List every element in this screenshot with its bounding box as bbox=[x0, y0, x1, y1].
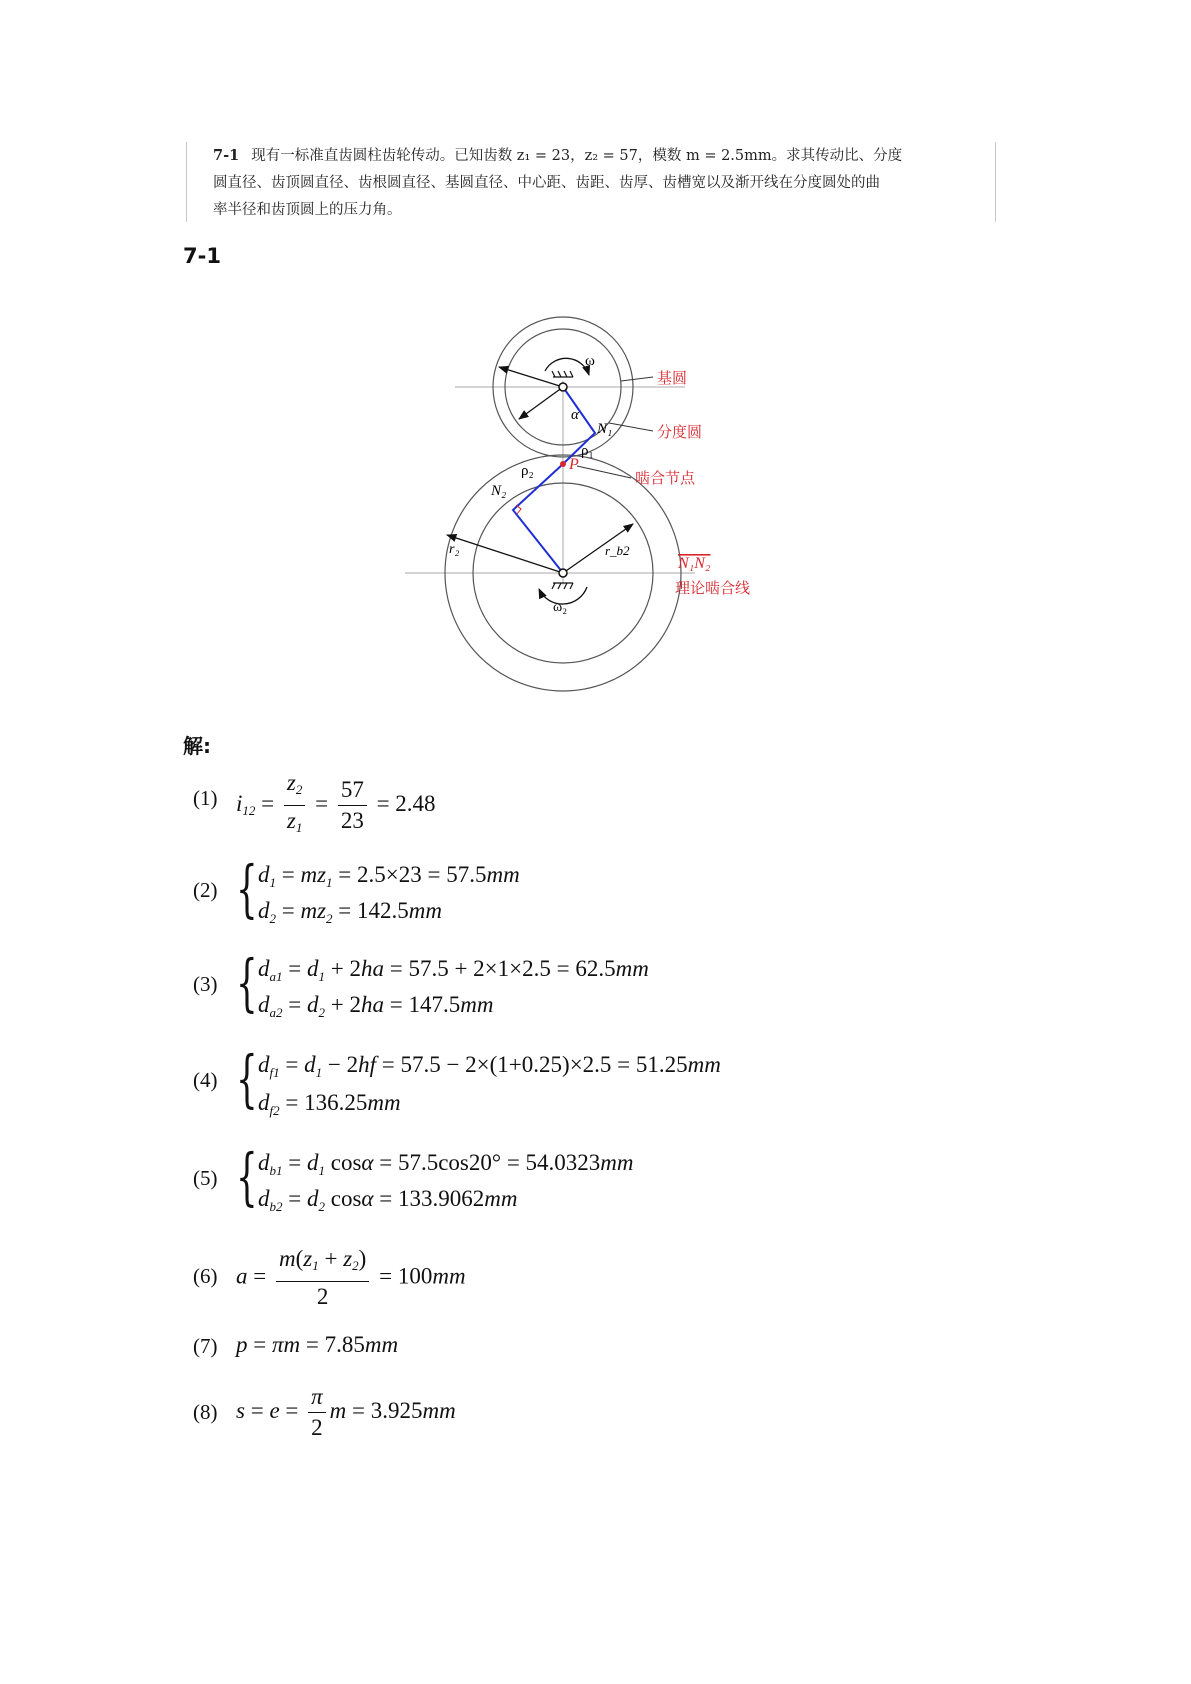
equation-6: a = $\frac{m(z_1 + z_2)}{2}$ = 100mm bbox=[236, 1246, 466, 1309]
leader-base-circle bbox=[621, 377, 653, 381]
problem-line-3: 率半径和齿顶圆上的压力角。 bbox=[213, 202, 402, 218]
gear-mesh-diagram bbox=[395, 305, 815, 715]
equation-8-number: (8) bbox=[193, 1400, 218, 1424]
equation-2-number: (2) bbox=[193, 878, 218, 902]
leader-pitch-circle bbox=[609, 423, 653, 431]
omega1-rotation-arrow bbox=[545, 358, 589, 375]
equation-7-number: (7) bbox=[193, 1334, 218, 1358]
equation-3: { $d_{a1} = d_1 + 2ha = 57.5 + 2\times 1\times 2.5 = 62.5mm$ $d_{a2} = d_2 + 2ha = 147.5mm$ bbox=[236, 946, 649, 1020]
section-heading: 7-1 bbox=[183, 244, 221, 268]
gear1-pivot bbox=[559, 383, 567, 391]
equation-1-number: (1) bbox=[193, 786, 218, 810]
symbol-rb2: r_b2 bbox=[605, 543, 630, 558]
symbol-alpha: α bbox=[571, 407, 579, 423]
label-line-of-action: 理论啮合线 bbox=[675, 579, 751, 597]
equation-7: p = πm = 7.85mm bbox=[236, 1332, 399, 1357]
equation-6-number: (6) bbox=[193, 1264, 218, 1288]
gear1-radius-arrow-down bbox=[519, 387, 563, 419]
equation-4-number: (4) bbox=[193, 1068, 218, 1092]
equation-4: { $d_{f1} = d_1 - 2hf = 57.5 - 2\times(1+0.25)\times 2.5 = 51.25mm$ $d_{f2} = 136.25mm$ bbox=[236, 1042, 721, 1118]
symbol-n1: N₁ bbox=[597, 421, 613, 437]
label-pitch-circle: 分度圆 bbox=[657, 423, 703, 441]
label-pitch-point: 啮合节点 bbox=[635, 469, 696, 487]
label-n1n2: N₁N₂ bbox=[678, 555, 711, 572]
symbol-rho2: ρ₂ bbox=[521, 463, 534, 479]
equation-5: { $d_{b1} = d_1$ cosα = 57.5cos20° = 54.0323mm $d_{b2} = d_2$ cosα = 133.9062mm bbox=[236, 1140, 634, 1214]
solution-label: 解: bbox=[183, 734, 211, 758]
problem-line-1: 7-1 现有一标准直齿圆柱齿轮传动。已知齿数 z₁ = 23，z₂ = 57，模数 m = 2.5mm。求其传动比、分度 bbox=[213, 147, 903, 164]
symbol-p: P bbox=[569, 456, 579, 473]
gear2-pivot bbox=[559, 569, 567, 577]
pitch-point-dot bbox=[560, 461, 566, 467]
equation-1: $i_{12}$ = $\frac{z_2}{z_1}$ = $\frac{57}{23}$ = 2.48 bbox=[236, 770, 436, 835]
problem-number: 7-1 bbox=[213, 147, 240, 164]
symbol-omega1: ω bbox=[585, 353, 595, 369]
equation-8: s = e = $\frac{\pi}{2}$ m = 3.925mm bbox=[236, 1384, 456, 1440]
problem-statement bbox=[186, 142, 996, 222]
equation-3-number: (3) bbox=[193, 972, 218, 996]
equation-5-number: (5) bbox=[193, 1166, 218, 1190]
symbol-r2: r₂ bbox=[449, 542, 460, 557]
symbol-rho1: ρ₁ bbox=[581, 443, 594, 459]
equation-2: { $d_1 = mz_1 = 2.5\times 23 = 57.5mm$ $d_2 = mz_2 = 142.5mm$ bbox=[236, 852, 520, 926]
gear1-support-hatch bbox=[552, 371, 573, 377]
symbol-omega2: ω₂ bbox=[553, 600, 568, 615]
problem-line-2: 圆直径、齿顶圆直径、齿根圆直径、基圆直径、中心距、齿距、齿厚、齿槽宽以及渐开线在分度圆处的曲 bbox=[213, 175, 880, 191]
r2-arrow bbox=[447, 535, 563, 573]
symbol-n2: N₂ bbox=[491, 483, 507, 499]
label-base-circle: 基圆 bbox=[657, 369, 688, 387]
